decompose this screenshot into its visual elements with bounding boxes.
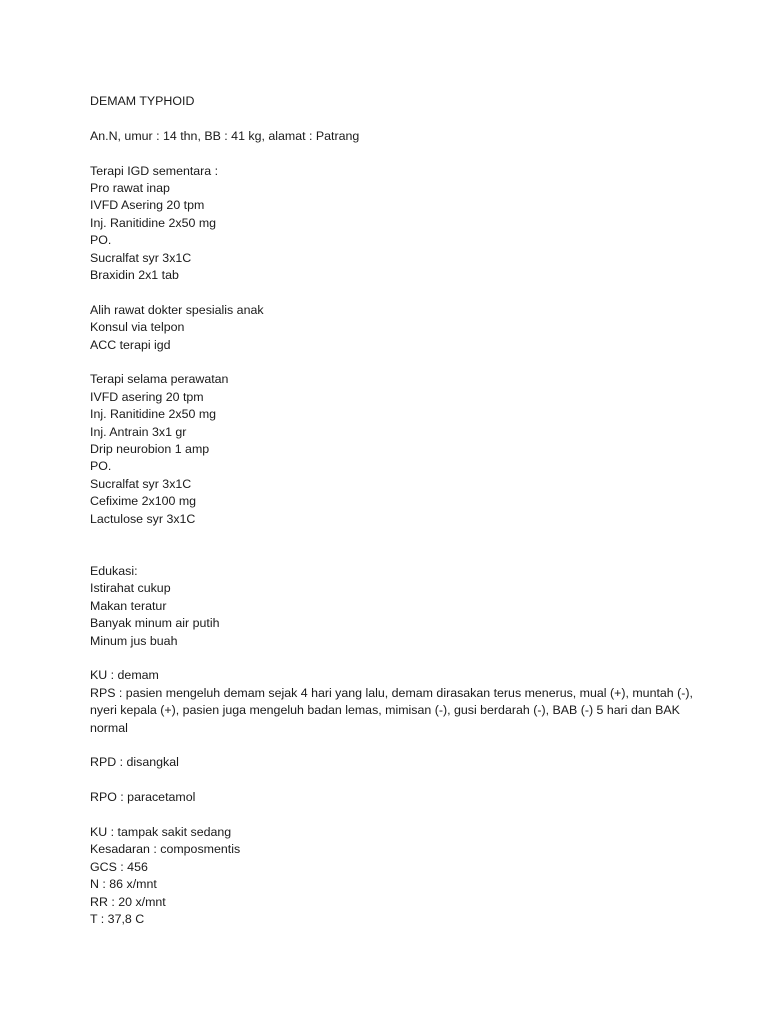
terapi-igd-item: Inj. Ranitidine 2x50 mg (90, 215, 217, 230)
pemeriksaan-item: GCS : 456 (90, 859, 148, 874)
spacer (90, 354, 730, 371)
spacer (90, 650, 730, 667)
pemeriksaan-item: Kesadaran : composmentis (90, 842, 241, 857)
pemeriksaan-item: T : 37,8 C (90, 911, 145, 926)
alih-rawat-item: ACC terapi igd (90, 337, 171, 352)
spacer (90, 284, 730, 301)
terapi-perawatan-item: IVFD asering 20 tpm (90, 389, 204, 404)
terapi-igd-item: PO. (90, 233, 112, 248)
spacer (90, 528, 730, 563)
spacer (90, 772, 730, 789)
document-title: DEMAM TYPHOID (90, 94, 195, 108)
terapi-igd-item: Sucralfat syr 3x1C (90, 250, 192, 265)
edukasi-item: Minum jus buah (90, 633, 178, 648)
terapi-igd-heading: Terapi IGD sementara : (90, 163, 219, 178)
riwayat-penyakit-sekarang: RPS : pasien mengeluh demam sejak 4 hari yang lalu, demam dirasakan terus menerus, mual (+), muntah (-), nyeri kepala (+), pasien juga mengeluh badan lemas, mimisan (-), gusi berdarah (-), BAB (-) 5 hari dan BAK normal (90, 685, 693, 735)
edukasi-item: Banyak minum air putih (90, 616, 220, 631)
edukasi-heading: Edukasi: (90, 563, 138, 578)
spacer (90, 737, 730, 754)
terapi-igd-item: IVFD Asering 20 tpm (90, 198, 205, 213)
terapi-igd-item: Braxidin 2x1 tab (90, 268, 179, 283)
alih-rawat-item: Alih rawat dokter spesialis anak (90, 302, 264, 317)
terapi-perawatan-item: PO. (90, 459, 112, 474)
riwayat-penyakit-dahulu: RPD : disangkal (90, 755, 179, 770)
spacer (90, 145, 730, 162)
edukasi-item: Makan teratur (90, 598, 167, 613)
spacer (90, 807, 730, 824)
terapi-perawatan-item: Cefixime 2x100 mg (90, 494, 197, 509)
terapi-perawatan-item: Lactulose syr 3x1C (90, 511, 196, 526)
terapi-perawatan-heading: Terapi selama perawatan (90, 372, 229, 387)
edukasi-item: Istirahat cukup (90, 581, 171, 596)
pemeriksaan-item: KU : tampak sakit sedang (90, 824, 232, 839)
terapi-perawatan-item: Inj. Antrain 3x1 gr (90, 424, 187, 439)
terapi-igd-item: Pro rawat inap (90, 181, 170, 195)
spacer (90, 110, 730, 127)
pemeriksaan-item: N : 86 x/mnt (90, 877, 157, 892)
pemeriksaan-item: RR : 20 x/mnt (90, 894, 166, 909)
patient-info: An.N, umur : 14 thn, BB : 41 kg, alamat : Patrang (90, 128, 360, 143)
terapi-perawatan-item: Sucralfat syr 3x1C (90, 476, 192, 491)
keluhan-utama: KU : demam (90, 668, 159, 683)
document-page (90, 93, 730, 928)
terapi-perawatan-item: Drip neurobion 1 amp (90, 442, 210, 457)
riwayat-pengobatan: RPO : paracetamol (90, 790, 196, 805)
alih-rawat-item: Konsul via telpon (90, 320, 185, 335)
terapi-perawatan-item: Inj. Ranitidine 2x50 mg (90, 407, 217, 422)
